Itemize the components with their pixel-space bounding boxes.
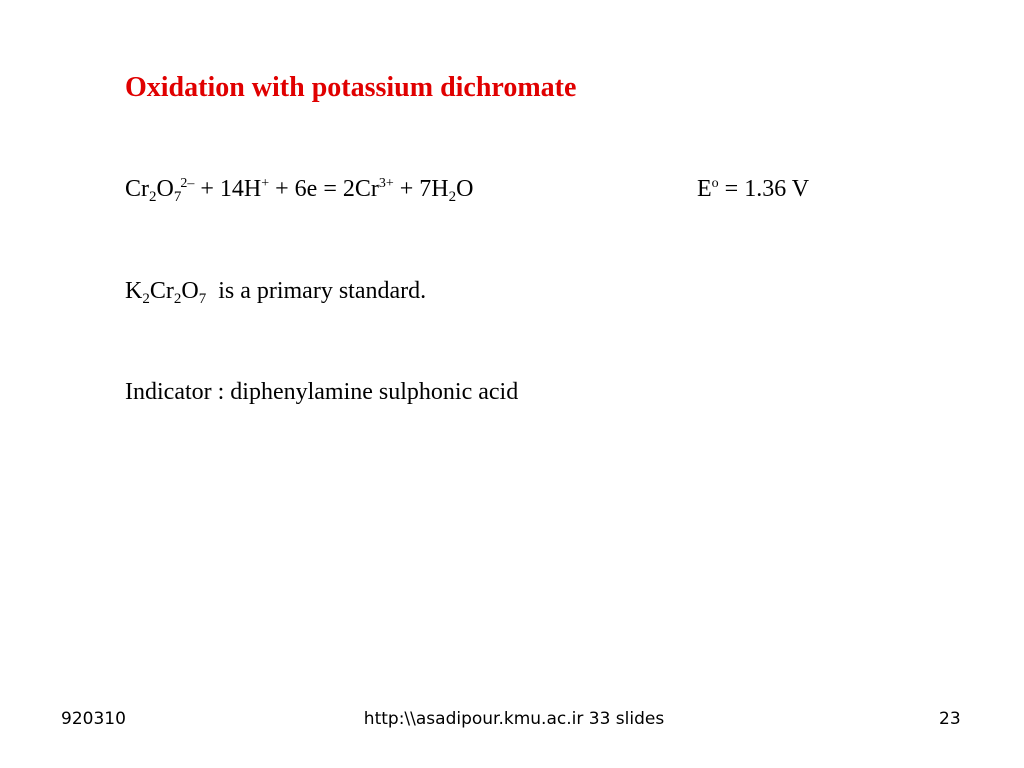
- footer-source: http:\\asadipour.kmu.ac.ir 33 slides: [363, 709, 665, 729]
- equation-water-term: + 7H: [393, 176, 449, 202]
- equation-reactant-o: O: [156, 176, 174, 202]
- equation-charge: +: [261, 176, 270, 191]
- equation-reactant-cr: Cr: [125, 176, 149, 202]
- potential-value: = 1.36 V: [718, 176, 810, 202]
- standard-potential: [697, 174, 809, 204]
- equation-electron-term: + 6e = 2Cr: [269, 176, 379, 202]
- reduction-equation: [125, 174, 810, 205]
- equation-charge: 3+: [378, 176, 394, 191]
- equation-subscript: 2: [149, 189, 157, 205]
- potential-label: E: [697, 176, 712, 202]
- formula-subscript: 7: [198, 291, 207, 307]
- footer-date: 920310: [61, 709, 126, 729]
- formula-o: O: [181, 278, 199, 304]
- indicator-line: Indicator : diphenylamine sulphonic acid: [125, 379, 519, 405]
- equation-proton-term: + 14H: [194, 176, 262, 202]
- potential-superscript: o: [711, 176, 719, 191]
- equation-subscript: 2: [448, 189, 457, 205]
- equation-subscript: 7: [173, 189, 182, 205]
- formula-k: K: [125, 278, 143, 304]
- slide-number: 23: [939, 709, 961, 729]
- formula-subscript: 2: [173, 291, 182, 307]
- formula-subscript: 2: [142, 291, 150, 307]
- equation-water-o: O: [456, 176, 474, 202]
- equation-charge: 2–: [180, 176, 195, 191]
- primary-standard-line: [125, 276, 426, 306]
- primary-standard-text: is a primary standard.: [206, 278, 427, 304]
- formula-cr: Cr: [149, 278, 174, 304]
- slide-title: Oxidation with potassium dichromate: [125, 72, 577, 103]
